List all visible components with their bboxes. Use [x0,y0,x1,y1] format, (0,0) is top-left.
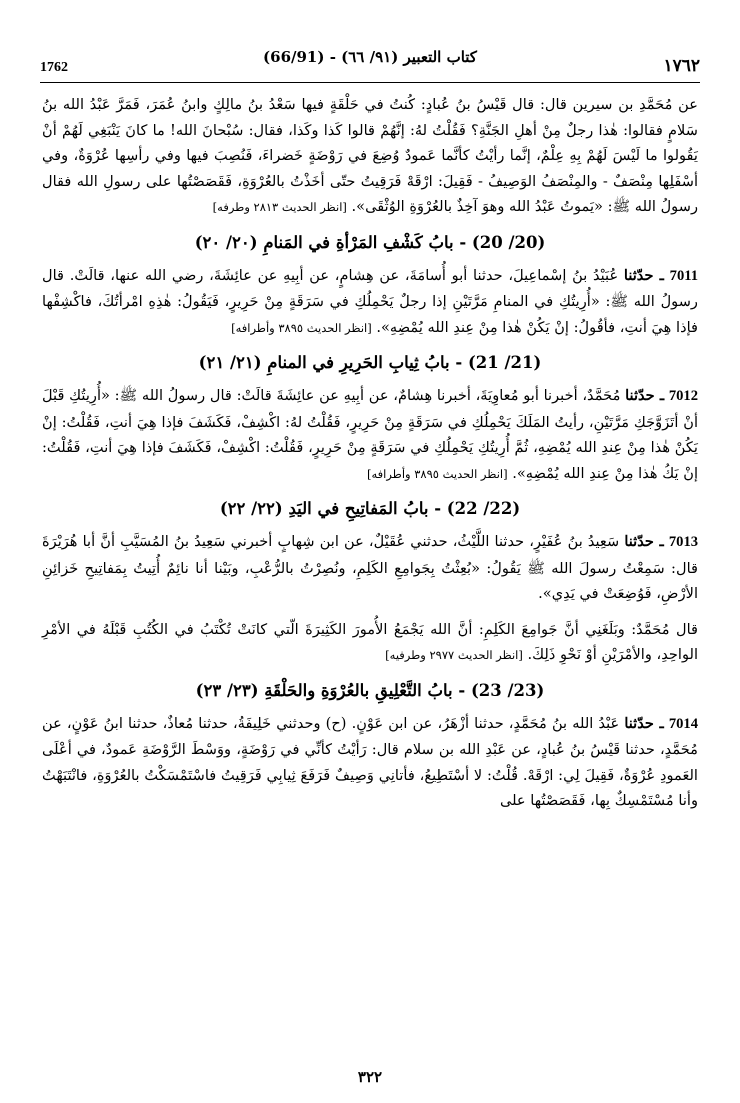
chapter-21-title: (21/ 21) - بابُ ثِيابِ الحَرِيرِ في المنامِ (٢١/ ٢١) [198,353,542,372]
hadith-text: سَعِيدُ بنُ عُفَيْرٍ، حدثنا اللَّيْثُ، حدثني عُقَيْلٌ، عن ابن شِهابٍ أخبرني سَعِيدُ بنُ المُسَيَّبِ أنَّ أبا هُرَيْرَةَ قال: سَمِعْتُ رسولَ الله ﷺ يَقُولُ: «بُعِثْتُ بِجَوامِعِ الكَلِمِ، ونُصِرْتُ بالرُّعْبِ، وبَيْنا أنا نائِمٌ أُتِيتُ بِمَفاتِيحِ خَزائِنِ الأرْضِ، فَوُضِعَتْ في يَدِي». [42,533,698,602]
page-header [40,42,700,82]
hadith-7011 [42,263,698,342]
hadith-text: عُبَيْدُ بنُ إسْماعِيلَ، حدثنا أبو أُسامَةَ، عن هِشامٍ، عن أبِيهِ عن عائِشَةَ، رضي الله عنها، قالَتْ. قال رسولُ الله ﷺ: «أُرِيتُكِ في المنامِ مَرَّتَيْنِ إذا رجلٌ يَحْمِلُكِ في سَرَقَةٍ مِنْ حَرِيرٍ، فَيَقُولُ: هٰذِهِ امْرأتُكَ، فاكْشِفْها فإذا هِيَ أنتِ، فأقُولُ: إنْ يَكُنْ هٰذا مِنْ عِندِ الله يُمْضِهِ». [42,266,698,336]
hadith-lead: ـ حدّثنا [625,387,665,404]
page-footer-number: ٣٢٢ [357,1068,383,1086]
hadith-number: 7012 [668,388,698,404]
note-text: قال مُحَمَّدٌ: وبَلَغَنِي أنَّ جَوامِعَ الكَلِمِ: أنَّ الله يَجْمَعُ الأُمورَ الكَثِيرَةَ الّتي كانَتْ تُكْتَبُ في الكُتُبِ قَبْلَهُ في الأمْرِ الواحِدِ، والأمْرَيْنِ أوْ نَحْوِ ذَلِكَ. [42,620,698,663]
hadith-reference: [انظر الحديث ٢٩٧٧ وطرفيه] [385,648,523,662]
hadith-text: مُحَمَّدٌ، أخبرنا أبو مُعاوِيَةَ، أخبرنا هِشامٌ، عن أبِيهِ عن عائِشَةَ قالَتْ: قال رسولُ الله ﷺ: «أُرِيتُكِ قَبْلَ أنْ أتَزَوَّجَكِ مَرَّتَيْنِ، رأيتُ المَلَكَ يَحْمِلُكِ في سَرَقَةٍ مِنْ حَرِيرٍ، فَقُلْتُ لهُ: اكْشِفْ، فَكَشَفَ فإذا هِيَ أنتِ، فَقُلْتُ: إنْ يَكُنْ هٰذا مِنْ عِندِ الله يُمْضِهِ، ثُمَّ أُرِيتُكِ يَحْمِلُكِ في سَرَقَةٍ مِنْ حَرِيرٍ، فَقُلْتُ: اكْشِفْ، فَكَشَفَ فإذا هِيَ أنتِ، فَقُلْتُ: إنْ يَكُ هٰذا مِنْ عِندِ الله يُمْضِهِ». [42,387,698,482]
page-body [42,92,698,814]
page-number-arabic: ١٧٦٢ [663,56,700,75]
spacer [42,607,698,617]
hadith-reference: [انظر الحديث ٣٨٩٥ وأطرافه] [366,466,508,481]
intro-paragraph [42,92,698,221]
hadith-lead: ـ حدّثنا [624,714,664,732]
hadith-text: عَبْدُ الله بنُ مُحَمَّدٍ، حدثنا أزْهَرُ، عن ابن عَوْنٍ. (ح) وحدثني خَلِيفَةُ، حدثنا مُعاذٌ، حدثنا ابنُ عَوْنٍ، عن مُحَمَّدٍ، حدثنا قَيْسُ بنُ عُبادٍ، عن عَبْدِ الله بن سلام قال: رَأيْتُ كأنِّي في رَوْضَةٍ، ووَسْطَ الرَّوْضَةِ عَمودٌ، في أعْلَى العَمودِ عُرْوَةٌ، فَقِيلَ لِي: ارْقَهْ. قُلْتُ: لا أسْتَطِيعُ، فأتانِي وَصِيفٌ فَرَفَعَ ثِيابِي فَرَقِيتُ فاسْتَمْسَكْتُ بالعُرْوَةِ، فانْتَبَهْتُ وأنا مُسْتَمْسِكٌ بِها، فَقَصَصْتُها على [42,714,698,809]
hadith-7013-note [42,617,698,669]
intro-text: عن مُحَمَّدِ بن سيرين قال: قال قَيْسُ بنُ عُبادٍ: كُنتُ في حَلْقَةٍ فيها سَعْدُ بنُ مالِكٍ وابنُ عُمَرَ، فَمَرَّ عَبْدُ الله بنُ سَلامٍ فقالوا: هٰذا رجلٌ مِنْ أهلِ الجَنَّةِ؟ فَقُلْتُ لهُ: إنَّهُمْ قالوا كَذا وكَذا، فقال: سُبْحانَ الله! ما كانَ يَنْبَغِي لَهُمْ أنْ يَقُولوا ما لَيْسَ لَهُمْ بِهِ عِلْمٌ، إنَّما رأيْتُ كأنَّما عَمودٌ وُضِعَ في رَوْضَةٍ خَضراءَ، فَنُصِبَ فيها وفي رأسِها عُرْوَةٌ، وفي أسْفَلِها مِنْصَفٌ - والمِنْصَفُ الوَصِيفُ - فَقِيلَ: ارْقَهْ فَرَقِيتُ حتّى أخَذْتُ بالعُرْوَةِ، فَقَصَصْتُها على رسولِ الله فقال رسولُ الله ﷺ: «يَموتُ عَبْدُ الله وهوَ آخِذٌ بالعُرْوَةِ الوُثْقَى». [42,96,698,215]
hadith-number: 7011 [669,267,699,284]
hadith-number: 7013 [668,534,699,550]
running-title: (66/91) - كتاب التعبير (٩١/ ٦٦) [263,48,477,66]
hadith-lead: ـ حدّثنا [624,533,664,550]
hadith-7013 [42,529,698,607]
hadith-7012 [42,383,698,487]
hadith-7014 [42,711,698,814]
chapter-23-title: (23/ 23) - بابُ التَّعْلِيقِ بالعُرْوَةِ والحَلْقَةِ (٢٣/ ٢٣) [195,680,545,700]
header-rule [40,82,700,83]
page-number-latin: 1762 [40,60,68,75]
chapter-20-title: (20/ 20) - بابُ كَشْفِ المَرْأةِ في المَنامِ (٢٠/ ٢٠) [194,232,546,252]
chapter-22-title: (22/ 22) - بابُ المَفاتِيحِ في اليَدِ (٢٢/ ٢٢) [219,499,521,518]
hadith-lead: ـ حدّثنا [623,266,664,284]
intro-reference: [انظر الحديث ٢٨١٣ وطرفه] [212,200,347,214]
hadith-reference: [انظر الحديث ٣٨٩٥ وأطرافه] [231,320,372,335]
hadith-number: 7014 [668,715,699,732]
